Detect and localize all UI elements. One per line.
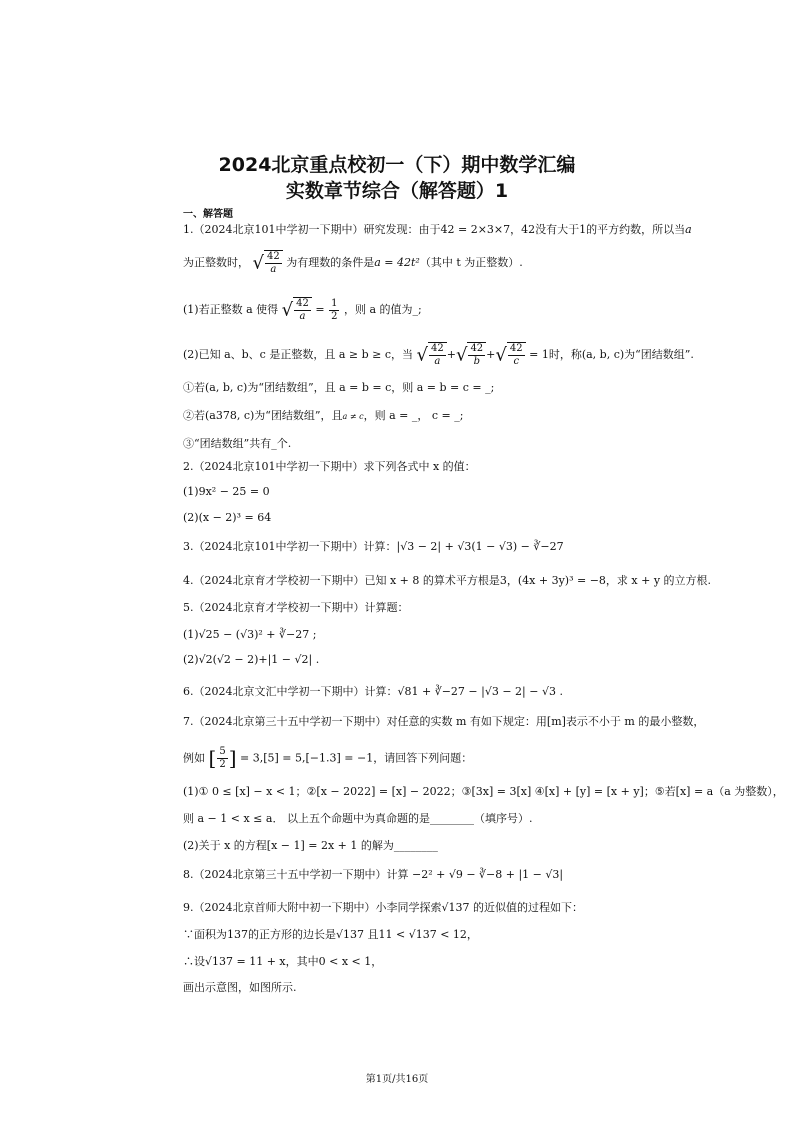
q9-line2: ∵面积为137的正方形的边长是√137 且11 < √137 < 12， [183, 928, 478, 941]
q9-line4: 画出示意图，如图所示. [183, 981, 297, 994]
q4-line1: 4.（2024北京育才学校初一下期中）已知 x + 8 的算术平方根是3，(4x + 3y)³ = −8，求 x + y 的立方根. [183, 574, 712, 587]
q1-line2: 为正整数时， √ $\frac{42}{a}$ 为有理数的条件是a = 42t²（其中 t 为正整数）. [183, 251, 523, 275]
document-title: 2024北京重点校初一（下）期中数学汇编 [218, 154, 576, 176]
page-footer: 第1页/共16页 [365, 1074, 429, 1085]
q2-part1: (1)9x² − 25 = 0 [183, 485, 270, 498]
q1-part2: (2)已知 a、b、c 是正整数，且 a ≥ b ≥ c，当 √ $\frac{42}{a}$ +√ $\frac{42}{b}$ +√ $\frac{42}{c}$ = 1时，称(a, b, c)为“团结数组”. [183, 343, 694, 367]
q1-case2: ②若(a378, c)为“团结数组”，且a ≠ c，则 a = _， c = _; [183, 409, 464, 422]
q5-line1: 5.（2024北京育才学校初一下期中）计算题： [183, 601, 409, 614]
q1-case1: ①若(a, b, c)为“团结数组”，且 a = b = c，则 a = b = c = _; [183, 381, 495, 394]
q1-case3: ③“团结数组”共有_个. [183, 437, 292, 450]
q6-line1: 6.（2024北京文汇中学初一下期中）计算：√81 + ∛−27 − |√3 − 2| − √3 . [183, 685, 563, 698]
q3-line1: 3.（2024北京101中学初一下期中）计算：|√3 − 2| + √3(1 − √3) − ∛−27 [183, 540, 564, 553]
q7-line4: 则 a − 1 < x ≤ a． 以上五个命题中为真命题的是________（填序号）. [183, 812, 533, 825]
q5-part2: (2)√2(√2 − 2)+|1 − √2| . [183, 653, 320, 666]
document-subtitle: 实数章节综合（解答题）1 [285, 180, 509, 202]
q9-line1: 9.（2024北京首师大附中初一下期中）小李同学探索√137 的近似值的过程如下： [183, 901, 583, 914]
q8-line1: 8.（2024北京第三十五中学初一下期中）计算 −2² + √9 − ∛−8 + |1 − √3| [183, 868, 564, 881]
q1-line1: 1.（2024北京101中学初一下期中）研究发现：由于42 = 2×3×7，42没有大于1的平方约数，所以当a [183, 223, 692, 236]
q7-line3: (1)① 0 ≤ [x] − x < 1；②[x − 2022] = [x] − 2022；③[3x] = 3[x] ④[x] + [y] = [x + y]；⑤若[x] = a（a 为整数）， [183, 785, 784, 798]
q9-line3: ∴设√137 = 11 + x，其中0 < x < 1， [183, 955, 383, 968]
sqrt-fraction: √ $\frac{42}{a}$ [253, 250, 283, 276]
q7-line2: 例如 [ $\frac{5}{2}$ ] = 3,[5] = 5,[−1.3] = −1，请回答下列问题： [183, 746, 473, 770]
q7-line1: 7.（2024北京第三十五中学初一下期中）对任意的实数 m 有如下规定：用[m]表示不小于 m 的最小整数， [183, 715, 705, 728]
q2-part2: (2)(x − 2)³ = 64 [183, 511, 272, 524]
q2-line1: 2.（2024北京101中学初一下期中）求下列各式中 x 的值： [183, 460, 476, 473]
section-heading: 一、解答题 [183, 209, 233, 220]
q5-part1: (1)√25 − (√3)² + ∛−27 ; [183, 628, 317, 641]
q1-part1: (1)若正整数 a 使得 √ $\frac{42}{a}$ = $\frac{1}{2}$ ，则 a 的值为_; [183, 297, 422, 322]
q7-line5: (2)关于 x 的方程[x − 1] = 2x + 1 的解为________ [183, 839, 438, 852]
